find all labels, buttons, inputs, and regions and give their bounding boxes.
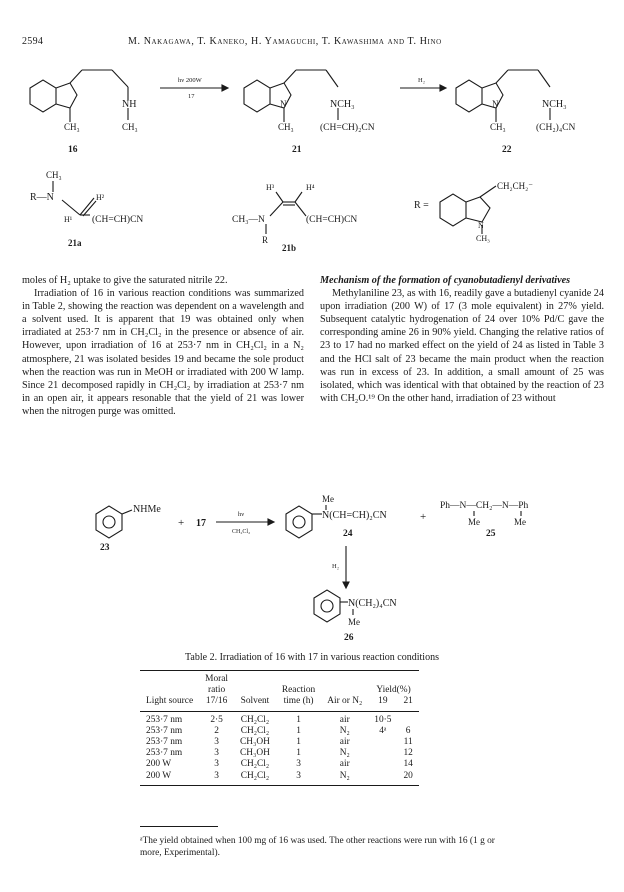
section-heading: Mechanism of the formation of cyanobutadienyl derivatives <box>320 275 571 286</box>
page-number: 2594 <box>22 36 44 47</box>
table-caption: Table 2. Irradiation of 16 with 17 in various reaction conditions <box>185 652 439 663</box>
column-header: Reaction <box>281 685 316 696</box>
arrow-condition-h2: H₂ <box>418 77 425 84</box>
column-header: Solvent <box>234 696 276 711</box>
table-cell: CH₂Cl₂ <box>240 759 270 770</box>
table-row <box>140 726 419 737</box>
ch3-label: CH₃ <box>278 122 294 132</box>
table-cell <box>397 711 418 726</box>
compound-25-formula: Ph—N—CH₂—N—Ph <box>440 501 529 511</box>
n-label: N <box>492 99 499 109</box>
nch3-label: NCH₃ <box>542 99 567 110</box>
n-label: N <box>478 221 484 230</box>
table-cell: 4ᵃ <box>379 725 387 736</box>
arrow-condition-light: hν 200W <box>178 77 202 84</box>
ch3-label: CH₃ <box>64 122 80 132</box>
table-cell <box>368 759 397 770</box>
ch3-n-label: CH₃—N <box>232 215 265 225</box>
benzene-ring <box>96 506 122 538</box>
results-table <box>140 670 419 786</box>
ch3-label: CH₃ <box>122 122 138 132</box>
structure-21 <box>244 70 338 122</box>
nh-label: NH <box>122 99 137 110</box>
table-cell: 20 <box>397 771 418 786</box>
r-label: R <box>262 235 269 245</box>
table-cell: 12 <box>403 748 413 759</box>
table-cell: N₂ <box>321 771 368 786</box>
compound-label-16: 16 <box>68 145 78 155</box>
substituent-label: (CH₂)₄CN <box>536 123 576 133</box>
column-header: 17/16 <box>199 696 234 711</box>
column-header: Moral <box>199 671 234 686</box>
table-cell <box>368 748 397 759</box>
table-cell: 253·7 nm <box>146 714 183 725</box>
benzene-ring <box>286 506 312 538</box>
table-cell: CH₂Cl₂ <box>240 725 270 736</box>
structure-r-indolyl <box>440 186 496 234</box>
me-label: Me <box>322 494 334 504</box>
table-cell <box>368 737 397 748</box>
table-cell: CH₂Cl₂ <box>234 771 276 786</box>
me-label: Me <box>468 517 480 527</box>
right-column <box>320 274 604 405</box>
substituent-label: (CH=CH)CN <box>92 215 144 225</box>
running-header-authors: M. Nakagawa, T. Kaneko, H. Yamaguchi, T. Kawashima and T. Hino <box>128 36 442 47</box>
nhme-label: NHMe <box>133 504 161 515</box>
footnote: ᵃThe yield obtained when 100 mg of 16 was used. The other reactions were run with 16 (1 g or more, Experimental). <box>140 836 495 858</box>
h1-label: H¹ <box>64 215 73 224</box>
plus-sign: + <box>420 511 427 523</box>
arrow-condition-h2: H₂ <box>332 563 339 570</box>
benzene-ring <box>314 590 340 622</box>
table-cell: 253·7 nm <box>146 737 183 748</box>
table-cell: CH₂Cl₂ <box>240 714 270 725</box>
table-cell: air <box>339 737 350 748</box>
table-cell <box>368 771 397 786</box>
me-label: Me <box>514 517 526 527</box>
table-cell: 1 <box>296 725 301 736</box>
table-cell: CH₃OH <box>240 748 270 759</box>
compound-label-26: 26 <box>344 633 354 643</box>
left-column <box>22 274 304 418</box>
table-row <box>140 759 419 770</box>
table-cell: 1 <box>296 714 301 725</box>
substituent-label: (CH=CH)CN <box>306 215 358 225</box>
table-row <box>140 711 419 726</box>
h4-label: H⁴ <box>306 183 315 192</box>
compound-label-22: 22 <box>502 145 512 155</box>
column-header: 19 <box>368 696 397 711</box>
table-cell: 253·7 nm <box>146 748 183 759</box>
table-cell: air <box>339 714 350 725</box>
table-cell: 6 <box>405 725 411 736</box>
chain-label: CH₂CH₂⁻ <box>497 181 534 191</box>
paragraph: moles of H₂ uptake to give the saturated nitrile 22. <box>22 275 228 286</box>
table-cell: 2 <box>214 725 219 736</box>
compound-label-21b: 21b <box>282 243 297 253</box>
arrow-condition-light: hν <box>238 511 245 518</box>
column-header: Yield(%) <box>376 685 411 696</box>
footnote-rule <box>140 826 218 827</box>
compound-label-23: 23 <box>100 543 110 553</box>
r-definition-label: R = <box>414 200 429 211</box>
structure-16 <box>30 70 128 122</box>
me-label: Me <box>348 617 360 627</box>
arrow-condition-solvent: CH₂Cl₂ <box>232 529 251 535</box>
compound-label-25: 25 <box>486 529 496 539</box>
table-row <box>140 748 419 759</box>
table-cell: CH₃OH <box>240 737 270 748</box>
table-row <box>140 737 419 748</box>
column-header: 21 <box>397 696 418 711</box>
table-cell: 3 <box>276 771 321 786</box>
table-cell: 3 <box>199 771 234 786</box>
compound-label-24: 24 <box>343 529 353 539</box>
table-cell: 253·7 nm <box>146 725 183 736</box>
table-row <box>140 771 419 786</box>
paragraph: Irradiation of 16 in various reaction conditions was summarized in Table 2, showing the reaction was dependent on a wavelength and a solvent used. It is apparent that 19 was obtained only when irradiated at 253·7 nm in CH₂Cl₂ in the presence or absence of air. However, upon irradiation of 16 at 253·7 nm in CH₂Cl₂ in a N₂ atmosphere, 21 was isolated besides 19 and became the sole product when the reaction was run in MeOH or irradiated with 200 W lamp. Since 21 decomposed rapidly in CH₂Cl₂ by irradiation at 253·7 nm in an open air, it appears resonable that the yield of 21 was lower when the nitrogen purge was omitted. <box>22 288 304 417</box>
table-cell: 2·5 <box>210 714 223 725</box>
compound-label-21a: 21a <box>68 238 82 248</box>
paragraph: Methylaniline 23, as with 16, readily gave a butadienyl cyanide 24 upon irradiation (200 W) of 17 (3 mole equivalent) in 27% yield. Subsequent catalytic hydrogenation of 24 over 10% Pd/C gave the corresponding amine 26 in 90% yield. Changing the relative ratios of 23 to 17 had no marked effect on the yield of 24 as listed in Table 3 and the HCl salt of 23 became the main product when the reaction was run in excess of 23. In addition, a small amount of 25 was isolated, which was identical with that obtained by the reaction of 23 with CH₂O.¹⁹ On the other hand, irradiation of 23 without <box>320 288 604 404</box>
ch3-label: CH₃ <box>476 234 490 243</box>
plus-sign: + <box>178 517 185 529</box>
table-cell: 1 <box>296 748 301 759</box>
table-cell: 200 W <box>146 759 172 770</box>
table-cell: 14 <box>403 759 413 770</box>
table-cell: 1 <box>296 737 301 748</box>
h2-label: H² <box>96 193 105 202</box>
column-header: Air or N₂ <box>321 696 368 711</box>
table-cell: 3 <box>214 737 219 748</box>
table-cell: N₂ <box>339 725 350 736</box>
table-cell: 3 <box>214 748 219 759</box>
reaction-scheme-2 <box>0 470 624 650</box>
compound-label-21: 21 <box>292 145 302 155</box>
column-header: time (h) <box>276 696 321 711</box>
ch3-label: CH₃ <box>490 122 506 132</box>
table-cell: 200 W <box>140 771 199 786</box>
compound-label-17: 17 <box>196 518 206 529</box>
substituent-label: N(CH₂)₄CN <box>348 598 397 609</box>
table-cell: 3 <box>214 759 219 770</box>
r-n-label: R—N <box>30 192 54 203</box>
h3-label: H³ <box>266 183 275 192</box>
table-cell: 10·5 <box>374 714 392 725</box>
table-cell: 3 <box>296 759 301 770</box>
n-label: N <box>280 99 287 109</box>
reaction-scheme-1 <box>0 50 624 260</box>
column-header: Light source <box>140 696 199 711</box>
nch3-label: NCH₃ <box>330 99 355 110</box>
structure-22 <box>456 70 550 122</box>
column-header: ratio <box>207 685 226 696</box>
ch3-label: CH₃ <box>46 170 62 180</box>
substituent-label: N(CH=CH)₂CN <box>322 510 387 521</box>
substituent-label: (CH=CH)₂CN <box>320 123 375 133</box>
table-cell: N₂ <box>339 748 350 759</box>
table-cell: air <box>339 759 350 770</box>
arrow-condition-reagent: 17 <box>188 93 195 100</box>
table-cell: 11 <box>403 737 413 748</box>
